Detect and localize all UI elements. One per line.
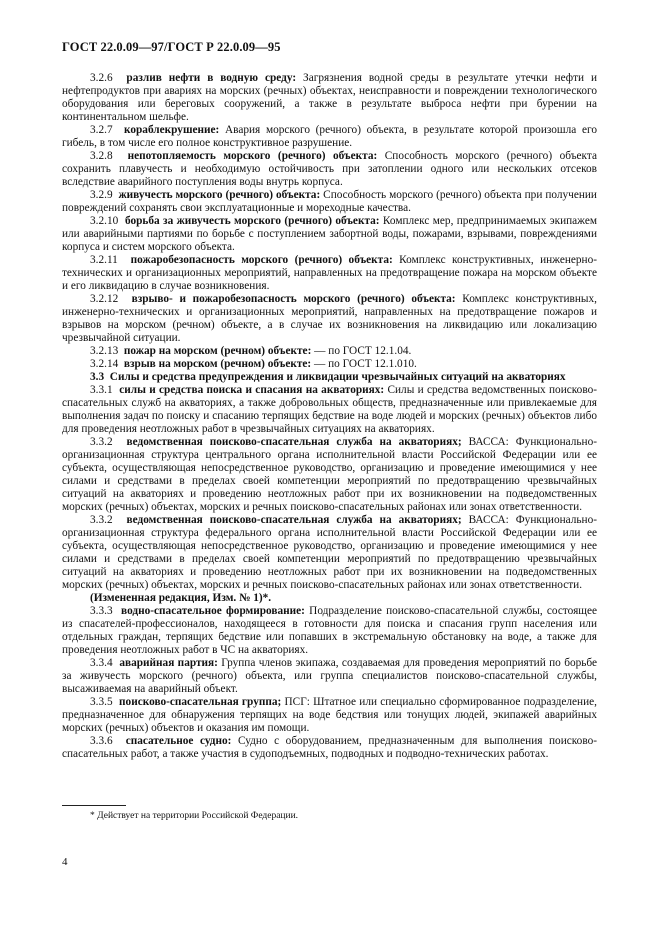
footnote-divider: [62, 805, 126, 806]
page-number: 4: [62, 856, 68, 868]
amendment-note: (Измененная редакция, Изм. № 1)*.: [90, 592, 272, 604]
paragraph-3-2-14: 3.2.14 взрыв на морском (речном) объекте: — по ГОСТ 12.1.010.: [90, 358, 417, 370]
paragraph-3-2-8: 3.2.8 непотопляемость морского (речного) объекта: Способность морского (речного) объекта сохранить плавучесть и необходимую остойчивость при затоплении одного или нескольких отсеков вследствие аварийного поступления воды внутрь корпуса.: [62, 150, 597, 188]
paragraph-3-2-7: 3.2.7 кораблекрушение: Авария морского (речного) объекта, в результате которой произошла его гибель, в том числе его полное конструктивное разрушение.: [62, 124, 597, 149]
paragraph-3-2-10: 3.2.10 борьба за живучесть морского (речного) объекта: Комплекс мер, предпринимаемых экипажем или аварийными партиями по борьбе с поступлением забортной воды, пожарами, взрывами, повреждениями корпуса и систем морского объекта.: [62, 215, 597, 253]
footnote: * Действует на территории Российской Федерации.: [90, 811, 299, 821]
page-header: ГОСТ 22.0.09—97/ГОСТ Р 22.0.09—95: [62, 40, 281, 54]
paragraph-3-3-2-amended: 3.3.2 ведомственная поисково-спасательная служба на акваториях; ВАССА: Функционально-организационная структура федерального органа исполнительной власти Российской Федерации или ее субъекта, осуществляющая непосредственное руководство, организацию и проведение имеющимися у нее силами и средствами в пределах своей компетенции мероприятий по предотвращению чрезвычайных ситуаций на акваториях и проведению неотложных работ при их возникновении на подведомственных морских (речных) объектах, морских и речных поисково-спасательных районах или зонах ответственности.: [62, 514, 597, 591]
paragraph-3-3-6: 3.3.6 спасательное судно: Судно с оборудованием, предназначенным для выполнения поисково-спасательных работ, а также участия в судоподъемных, подводных и подводно-технических работах.: [62, 735, 597, 760]
paragraph-3-2-11: 3.2.11 пожаробезопасность морского (речного) объекта: Комплекс конструктивных, инженерно-технических и организационных мероприятий, направленных на предотвращение пожара на морском объекте и его ликвидацию в случае возникновения.: [62, 254, 597, 292]
paragraph-3-3-3: 3.3.3 водно-спасательное формирование: Подразделение поисково-спасательной службы, состоящее из спасателей-профессионалов, находящееся в готовности для поиска и спасания групп населения или отдельных граждан, терпящих бедствие или попавших в экстремальную обстановку на воде, а также для проведения неотложных работ в ЧС на акваториях.: [62, 605, 597, 656]
paragraph-3-3-5: 3.3.5 поисково-спасательная группа; ПСГ: Штатное или специально сформированное подразделение, предназначенное для обнаружения терпящих на воде бедствия или тонущих людей, экипажей аварийных морских (речных) объектов и оказания им помощи.: [62, 696, 597, 734]
document-body: [62, 72, 597, 761]
paragraph-3-2-12: 3.2.12 взрыво- и пожаробезопасность морского (речного) объекта: Комплекс конструктивных, инженерно-технических и организационных мероприятий, направленных на предотвращение пожаров и взрывов на морском (речном) объекте, а в случае их возникновения на ликвидацию или локализацию чрезвычайной ситуации.: [62, 293, 597, 344]
paragraph-3-2-6: 3.2.6 разлив нефти в водную среду: Загрязнения водной среды в результате утечки нефти и нефтепродуктов при авариях на морских (речных) объектах, неисправности и повреждении технологического оборудования или береговых сооружений, а также в результате выброса нефти при бурении на континентальном шельфе.: [62, 72, 598, 123]
paragraph-3-3-4: 3.3.4 аварийная партия: Группа членов экипажа, создаваемая для проведения мероприятий по борьбе за живучесть морского (речного) объекта, или группа специалистов поисково-спасательной службы, высаживаемая на аварийный объект.: [62, 657, 598, 695]
paragraph-3-3-2-original: 3.3.2 ведомственная поисково-спасательная служба на акваториях; ВАССА: Функционально-организационная структура центрального органа исполнительной власти Российской Федерации или ее субъекта, осуществляющая непосредственное руководство, организацию и проведение имеющимися у нее силами и средствами в пределах своей компетенции мероприятий по предотвращению чрезвычайных ситуаций на акваториях и проведению неотложных работ при их возникновении на подведомственных морских (речных) объектах, морских и речных поисково-спасательных районах или зонах ответственности.: [62, 436, 597, 513]
paragraph-3-2-9: 3.2.9 живучесть морского (речного) объекта: Способность морского (речного) объекта при получении повреждений сохранять свои эксплуатационные и мореходные качества.: [62, 189, 597, 214]
section-heading-3-3: 3.3 Силы и средства предупреждения и ликвидации чрезвычайных ситуаций на акваториях: [90, 371, 566, 383]
paragraph-3-3-1: 3.3.1 силы и средства поиска и спасания на акваториях: Силы и средства ведомственных поисково-спасательных служб на акваториях, а также добровольных обществ, предназначенные или привлекаемые для выполнения задач по поиску и спасанию терпящих бедствие на воде людей и морских (речных) объектов либо для проведения неотложных работ в чрезвычайных ситуациях на акваториях.: [62, 384, 597, 435]
paragraph-3-2-13: 3.2.13 пожар на морском (речном) объекте: — по ГОСТ 12.1.04.: [90, 345, 412, 357]
